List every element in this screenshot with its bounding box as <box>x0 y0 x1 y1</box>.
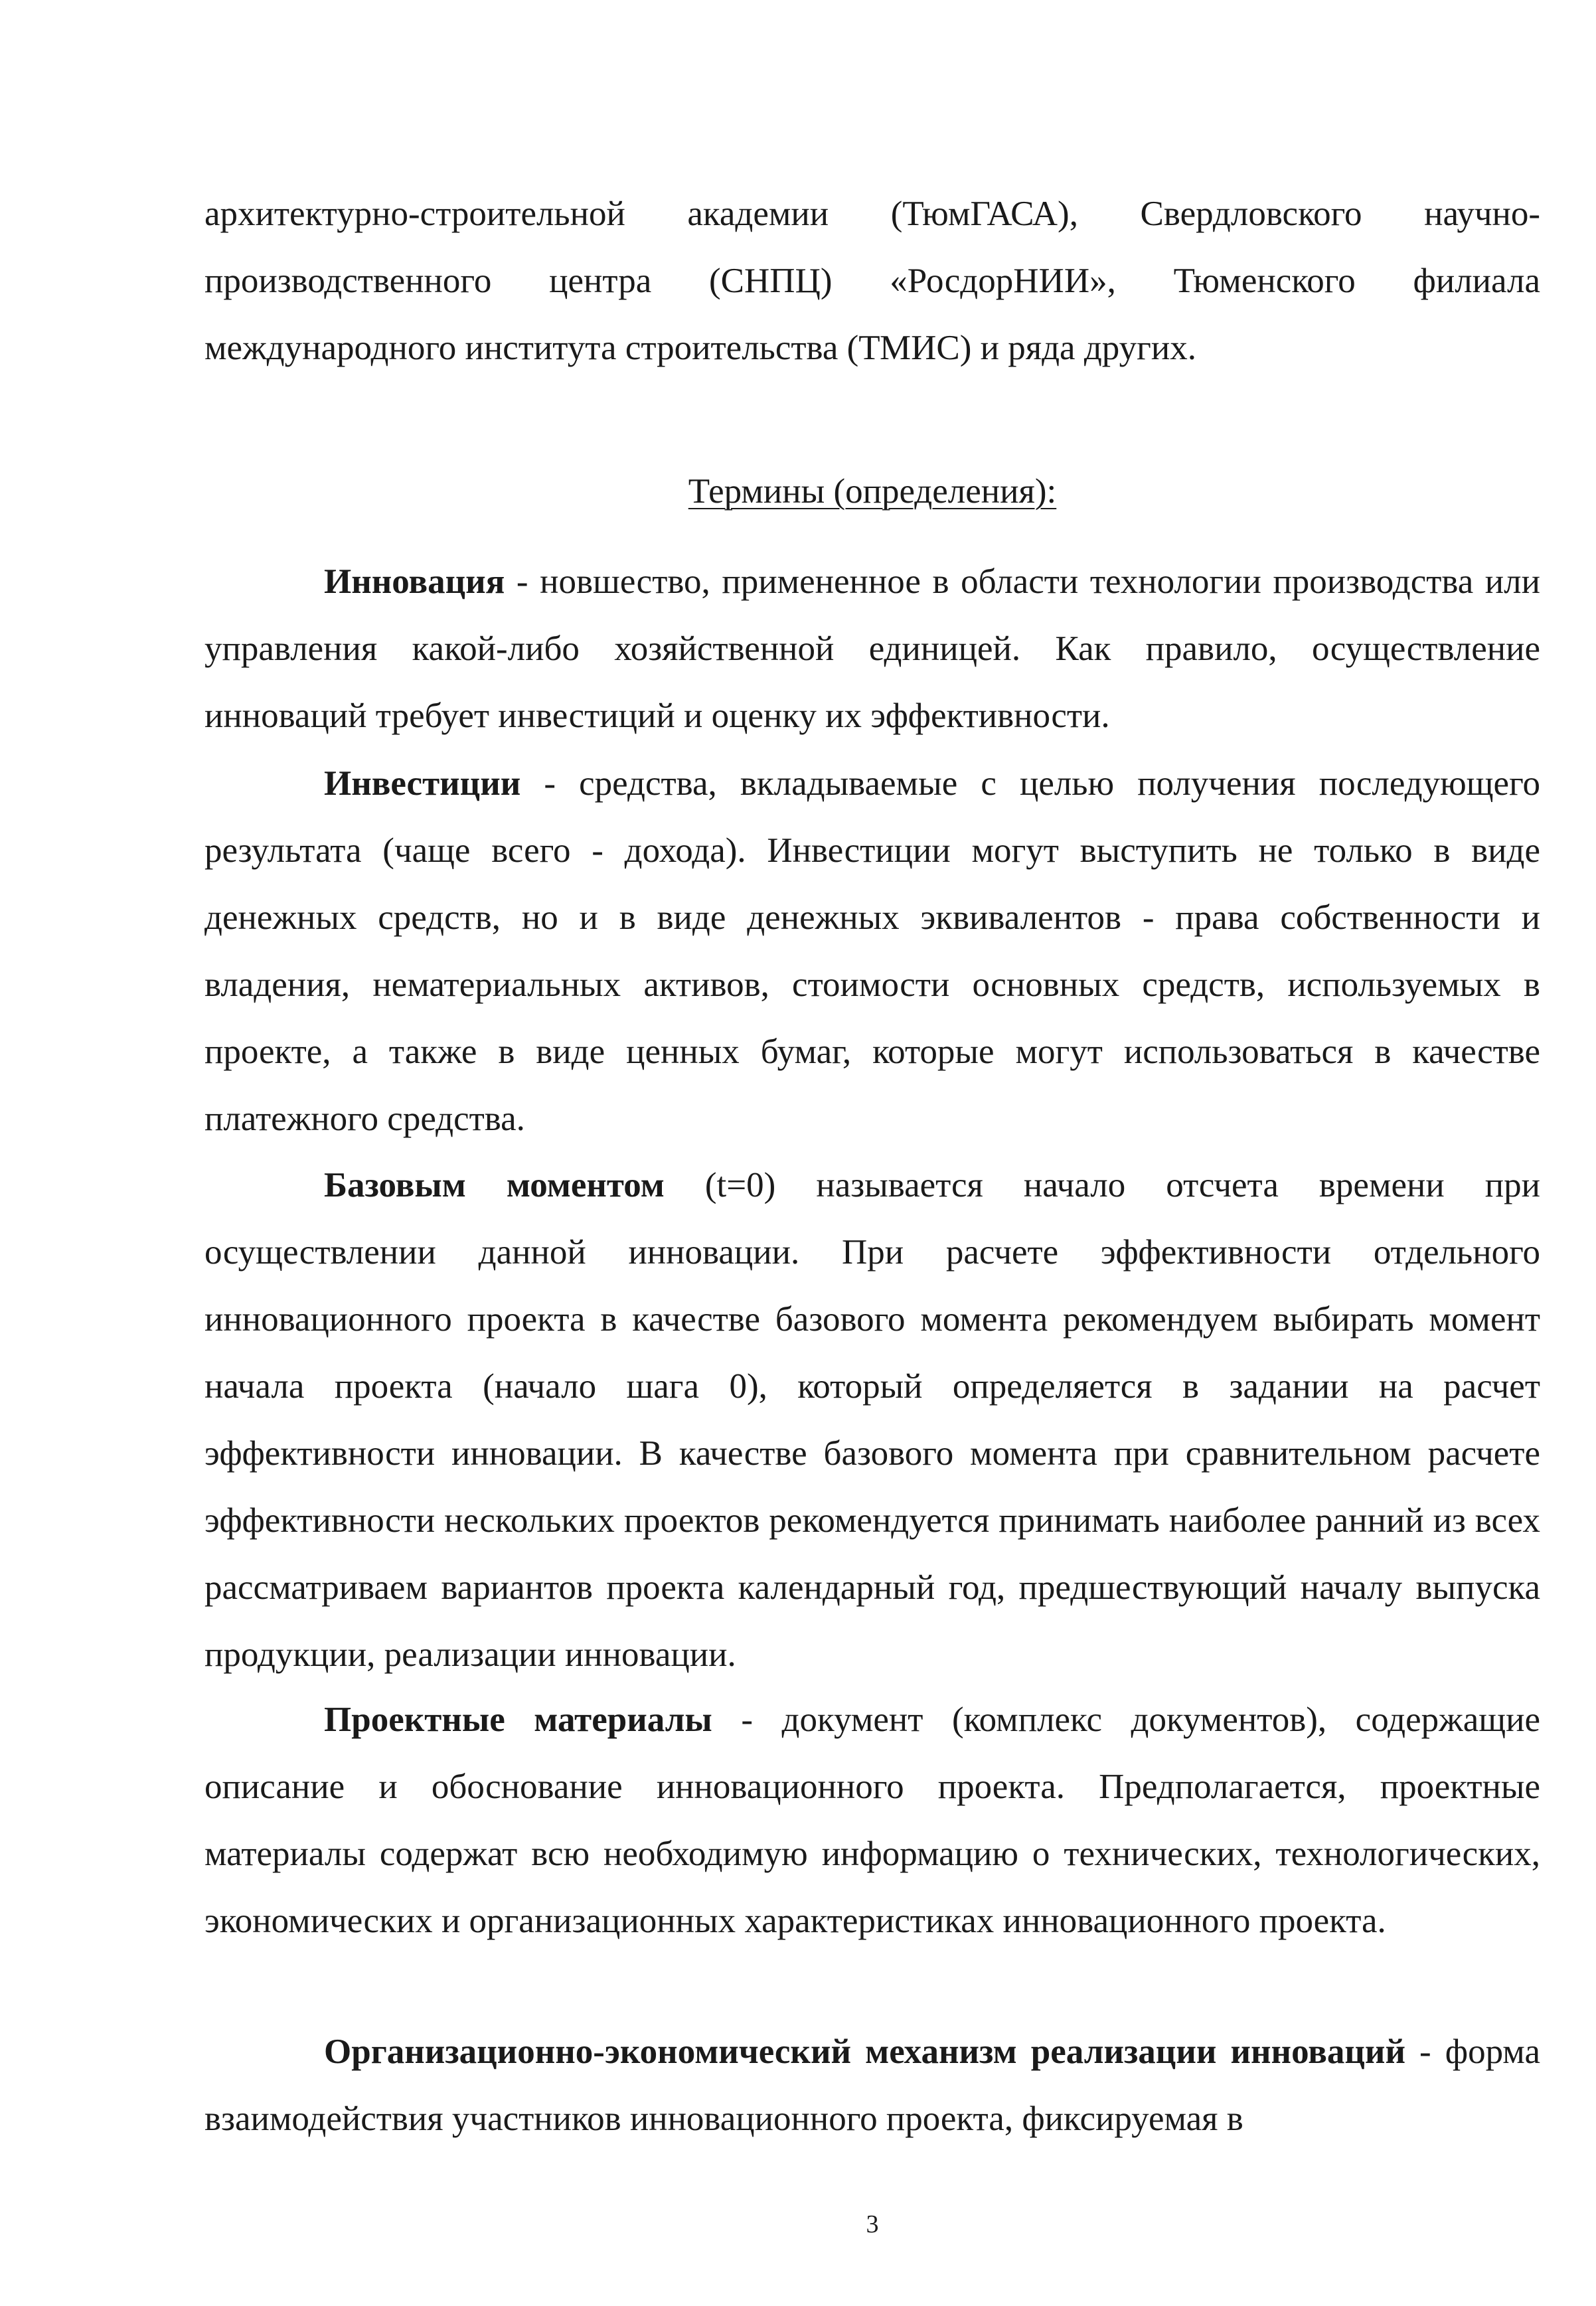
intro-paragraph: архитектурно-строительной академии (ТюмГАСА), Свердловского научно-производственного центра (СНПЦ) «РосдорНИИ», Тюменского филиала международного института строительства (ТМИС) и ряда других. <box>204 195 1540 367</box>
definition-text: - документ (комплекс документов), содержащие описание и обоснование инновационного проекта. Предполагается, проектные материалы содержат всю необходимую информацию о технических, технологических, экономических и организационных характеристиках инновационного проекта. <box>204 1700 1540 1940</box>
definition-text: - средства, вкладываемые с целью получения последующего результата (чаще всего - дохода). Инвестиции могут выступить не только в виде денежных средств, но и в виде денежных эквивалентов - права собственности и владения, нематериальных активов, стоимости основных средств, используемых в проекте, а также в виде ценных бумаг, которые могут использоваться в качестве платежного средства. <box>204 764 1540 1138</box>
page-number: 3 <box>866 2210 879 2238</box>
definition-text: - новшество, примененное в области технологии производства или управления какой-либо хозяйственной единицей. Как правило, осуществление инноваций требует инвестиций и оценку их эффективности. <box>204 562 1540 735</box>
definition-term: Инвестиции <box>324 764 521 803</box>
definition-term: Организационно-экономический механизм реализации инноваций <box>324 2032 1405 2071</box>
section-title-text: Термины (определения): <box>688 472 1057 511</box>
definition-term: Проектные материалы <box>324 1700 712 1739</box>
definition-term: Инновация <box>324 562 505 601</box>
definition-paragraph <box>204 2018 1540 2153</box>
definition-paragraph <box>204 1687 1540 1955</box>
section-title <box>204 465 1540 518</box>
definition-term: Базовым моментом <box>324 1166 665 1204</box>
document-page <box>204 0 1540 2306</box>
definition-paragraph <box>204 548 1540 750</box>
definition-text: - форма взаимодействия участников инновационного проекта, фиксируемая в <box>204 2032 1540 2138</box>
definition-paragraph <box>204 750 1540 1153</box>
definition-paragraph <box>204 1152 1540 1688</box>
definition-text: (t=0) называется начало отсчета времени при осуществлении данной инновации. При расчете эффективности отдельного инновационного проекта в качестве базового момента рекомендуем выбирать момент начала проекта (начало шага 0), который определяется в задании на расчет эффективности инновации. В качестве базового момента при сравнительном расчете эффективности нескольких проектов рекомендуется принимать наиболее ранний из всех рассматриваем вариантов проекта календарный год, предшествующий началу выпуска продукции, реализации инновации. <box>204 1166 1540 1674</box>
